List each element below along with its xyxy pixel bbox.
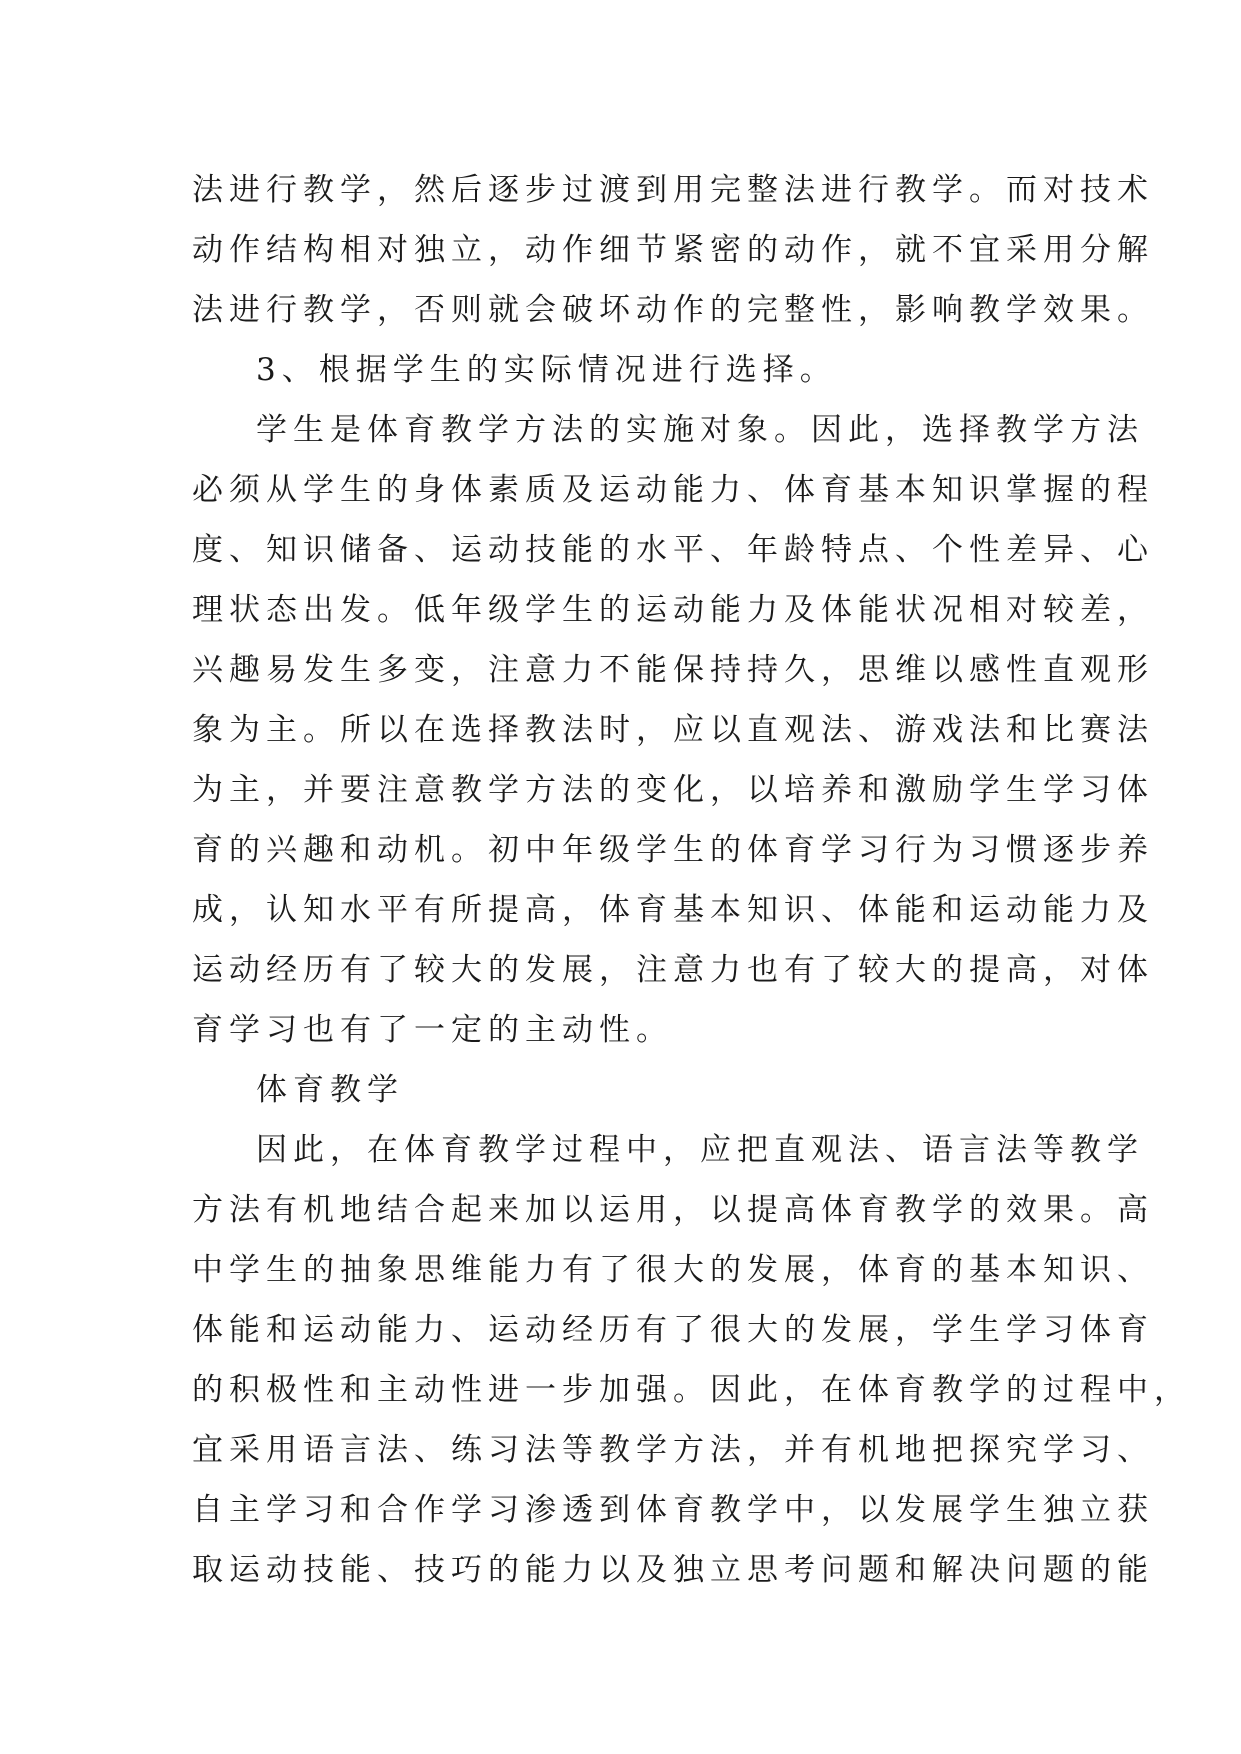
text-line: 法进行教学，然后逐步过渡到用完整法进行教学。而对技术 [192, 172, 1154, 208]
text-line: 运动经历有了较大的发展，注意力也有了较大的提高，对体 [192, 952, 1154, 988]
text-line: 度、知识储备、运动技能的水平、年龄特点、个性差异、心 [192, 532, 1154, 568]
text-line: 成，认知水平有所提高，体育基本知识、体能和运动能力及 [192, 892, 1154, 928]
text-line: 方法有机地结合起来加以运用，以提高体育教学的效果。高 [192, 1192, 1154, 1228]
text-line: 象为主。所以在选择教法时，应以直观法、游戏法和比赛法 [192, 712, 1154, 748]
text-line: 兴趣易发生多变，注意力不能保持持久，思维以感性直观形 [192, 652, 1154, 688]
text-line: 体能和运动能力、运动经历有了很大的发展，学生学习体育 [192, 1312, 1154, 1348]
text-line: 宜采用语言法、练习法等教学方法，并有机地把探究学习、 [192, 1432, 1154, 1468]
text-line: 3、根据学生的实际情况进行选择。 [256, 352, 837, 388]
text-line: 体育教学 [256, 1072, 404, 1108]
text-line: 为主，并要注意教学方法的变化，以培养和激励学生学习体 [192, 772, 1154, 808]
text-line: 的积极性和主动性进一步加强。因此，在体育教学的过程中， [192, 1372, 1191, 1408]
text-line: 学生是体育教学方法的实施对象。因此，选择教学方法 [256, 412, 1144, 448]
body-text [192, 160, 1191, 1600]
text-line: 理状态出发。低年级学生的运动能力及体能状况相对较差， [192, 592, 1154, 628]
text-line: 法进行教学，否则就会破坏动作的完整性，影响教学效果。 [192, 292, 1154, 328]
text-line: 中学生的抽象思维能力有了很大的发展，体育的基本知识、 [192, 1252, 1154, 1288]
text-line: 因此，在体育教学过程中，应把直观法、语言法等教学 [256, 1132, 1144, 1168]
text-line: 动作结构相对独立，动作细节紧密的动作，就不宜采用分解 [192, 232, 1154, 268]
text-line: 育的兴趣和动机。初中年级学生的体育学习行为习惯逐步养 [192, 832, 1154, 868]
text-line: 自主学习和合作学习渗透到体育教学中，以发展学生独立获 [192, 1492, 1154, 1528]
text-line: 育学习也有了一定的主动性。 [192, 1012, 673, 1048]
text-line: 取运动技能、技巧的能力以及独立思考问题和解决问题的能 [192, 1552, 1154, 1588]
text-line: 必须从学生的身体素质及运动能力、体育基本知识掌握的程 [192, 472, 1154, 508]
